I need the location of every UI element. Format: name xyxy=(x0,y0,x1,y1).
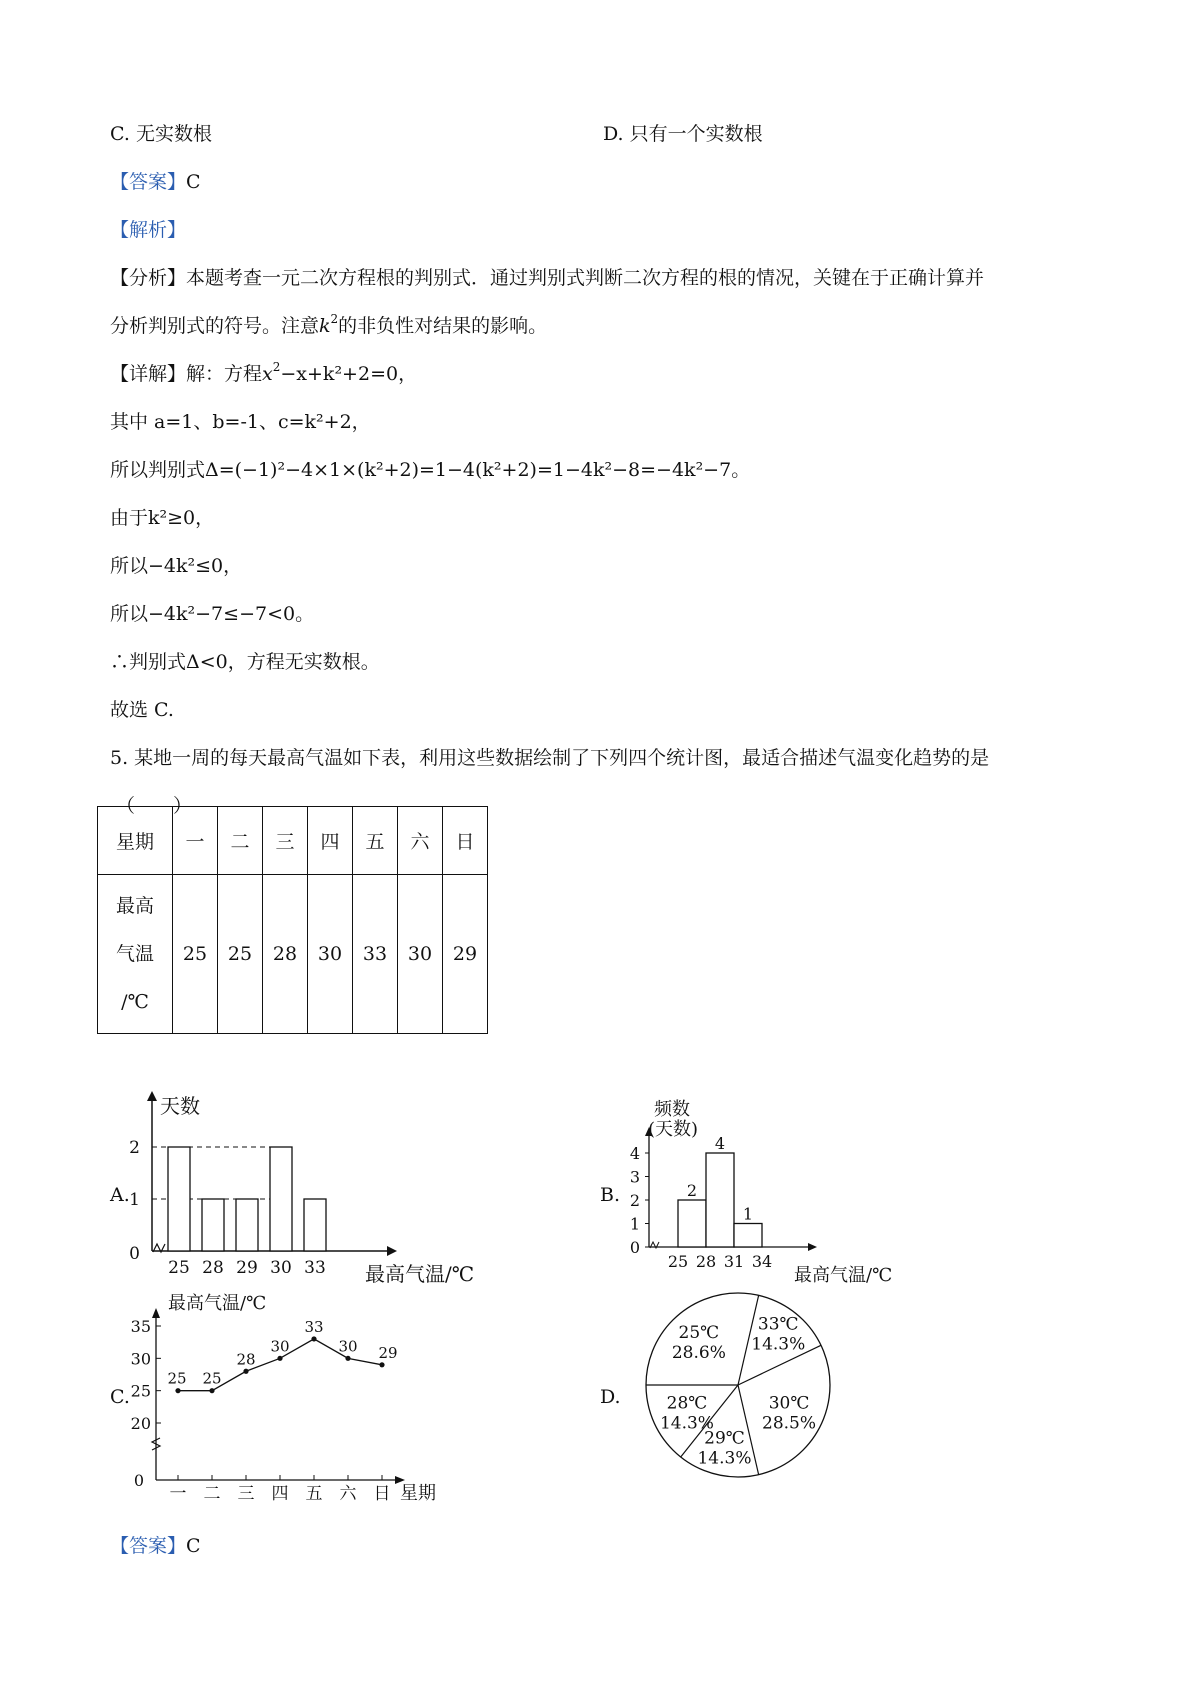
data-label: 29 xyxy=(378,1343,398,1362)
table-header-row xyxy=(98,807,488,875)
pie-slice-label: 25℃ xyxy=(678,1322,720,1343)
coefficients-line: 其中 a=1、b=-1、c=k²+2， xyxy=(110,411,371,433)
so-line-2: 所以−4k²−7≤−7<0。 xyxy=(110,603,315,625)
table-temp: 30 xyxy=(398,875,443,1034)
data-point xyxy=(209,1388,214,1393)
y-axis-arrow xyxy=(152,1308,160,1318)
chart-a xyxy=(100,1085,520,1285)
data-label: 33 xyxy=(304,1317,324,1336)
bar xyxy=(202,1199,224,1251)
y-tick-label: 2 xyxy=(629,1191,640,1210)
fenxi-text-b: 的非负性对结果的影响。 xyxy=(338,315,548,337)
data-label: 30 xyxy=(338,1337,358,1356)
y-tick-label: 30 xyxy=(130,1349,151,1369)
x-tick-label: 29 xyxy=(236,1258,258,1278)
y-tick-label: 4 xyxy=(629,1144,640,1163)
pie-slice-label: 29℃ xyxy=(704,1428,745,1449)
bar xyxy=(678,1200,706,1247)
pie-slice-label: 28℃ xyxy=(666,1393,708,1414)
y-tick-label: 1 xyxy=(129,1190,140,1210)
x-tick-label: 四 xyxy=(271,1484,289,1504)
x-tick-label: 33 xyxy=(304,1258,326,1278)
x-tick-label: 六 xyxy=(339,1484,357,1504)
data-point xyxy=(243,1369,248,1374)
y-axis-label: 天数 xyxy=(160,1094,200,1118)
fenxi-text-a: 分析判别式的符号。注意 xyxy=(110,315,320,337)
pie-slice-percent: 28.5% xyxy=(762,1413,817,1434)
option-d: D. 只有一个实数根 xyxy=(603,123,763,145)
detail-label: 【详解】解：方程 xyxy=(110,363,263,385)
y-axis-label-unit: (天数) xyxy=(648,1119,699,1140)
x-axis-label: 最高气温/℃ xyxy=(794,1265,893,1285)
pie-slice-percent: 14.3% xyxy=(659,1413,714,1434)
y-tick-label: 35 xyxy=(130,1317,151,1336)
data-point xyxy=(277,1356,282,1361)
y-axis-label: 最高气温/℃ xyxy=(168,1293,267,1314)
table-day: 三 xyxy=(263,807,308,875)
x-tick-label: 28 xyxy=(695,1252,717,1271)
since-line: 由于k²≥0， xyxy=(110,507,215,529)
data-label: 25 xyxy=(167,1369,187,1388)
fenxi-line-2: 分析判别式的符号。注意$k^2$的非负性对结果的影响。 xyxy=(110,311,548,337)
option-b-label: B. xyxy=(600,1184,621,1206)
answer-label: 【答案】 xyxy=(110,171,187,193)
pie-slice-percent: 28.6% xyxy=(671,1342,726,1363)
table-day: 一 xyxy=(173,807,218,875)
data-point xyxy=(379,1362,384,1367)
x-tick-label: 三 xyxy=(237,1484,255,1504)
therefore-line: ∴判别式Δ<0，方程无实数根。 xyxy=(110,651,380,673)
table-header-label: 星期 xyxy=(98,807,173,875)
bar xyxy=(236,1199,258,1251)
y-axis-label: 频数 xyxy=(654,1099,690,1120)
table-temp: 33 xyxy=(353,875,398,1034)
table-temp-row xyxy=(98,875,488,1034)
data-label: 2 xyxy=(686,1181,698,1200)
y-tick-label: 20 xyxy=(130,1414,151,1433)
y-tick-label: 0 xyxy=(129,1244,140,1264)
x-tick-label: 五 xyxy=(305,1484,323,1504)
data-label: 4 xyxy=(714,1134,726,1153)
table-day: 六 xyxy=(398,807,443,875)
table-temp: 30 xyxy=(308,875,353,1034)
q5-stem: 5. 某地一周的每天最高气温如下表，利用这些数据绘制了下列四个统计图，最适合描述气温变化趋势的是 xyxy=(110,747,990,769)
y-tick-label: 1 xyxy=(629,1214,640,1234)
chart-b xyxy=(600,1085,930,1285)
answer-line-q5 xyxy=(110,1534,201,1558)
bar xyxy=(168,1147,190,1251)
x-tick-label: 一 xyxy=(169,1484,187,1504)
y-tick-label: 0 xyxy=(629,1238,640,1257)
table-temp: 28 xyxy=(263,875,308,1034)
x-tick-label: 25 xyxy=(667,1252,689,1271)
bar xyxy=(734,1224,762,1248)
y-tick-label: 3 xyxy=(629,1167,640,1187)
data-label: 1 xyxy=(742,1204,754,1224)
equation: −x+k²+2=0， xyxy=(280,363,418,385)
x-tick-label: 28 xyxy=(202,1258,224,1278)
axis-break-mark xyxy=(152,1438,160,1450)
answer-line-q4 xyxy=(110,170,201,194)
data-point xyxy=(311,1336,316,1341)
table-temp: 25 xyxy=(218,875,263,1034)
detail-line: 【详解】解：方程$x^2-x+k^2+2=0$， xyxy=(110,359,418,385)
data-label: 30 xyxy=(270,1337,290,1356)
data-point xyxy=(345,1356,350,1361)
choose-line: 故选 C. xyxy=(110,699,174,721)
answer-label: 【答案】 xyxy=(110,1535,187,1557)
option-a-label: A. xyxy=(110,1184,130,1206)
pie-slice-percent: 14.3% xyxy=(751,1334,806,1355)
option-c-label: C. xyxy=(110,1386,130,1408)
table-day: 四 xyxy=(308,807,353,875)
y-axis-arrow xyxy=(147,1091,157,1101)
y-tick-label: 2 xyxy=(129,1138,140,1158)
bar xyxy=(270,1147,292,1251)
table-day: 二 xyxy=(218,807,263,875)
table-day: 五 xyxy=(353,807,398,875)
bar xyxy=(706,1153,734,1247)
chart-c xyxy=(100,1290,480,1505)
answer-value: C xyxy=(186,1535,201,1557)
table-row-label: 最高 气温 /℃ xyxy=(98,875,173,1034)
discriminant-line: 所以判别式Δ=(−1)²−4×1×(k²+2)=1−4(k²+2)=1−4k²−8=−4k²−7。 xyxy=(110,459,751,481)
x-tick-label: 25 xyxy=(168,1258,190,1278)
option-d-label: D. xyxy=(600,1386,621,1408)
x-axis-label: 最高气温/℃ xyxy=(365,1262,475,1285)
fenxi-line-1: 【分析】本题考查一元二次方程根的判别式．通过判别式判断二次方程的根的情况，关键在于正确计算并 xyxy=(110,267,985,289)
so-line-1: 所以−4k²≤0， xyxy=(110,555,243,577)
table-temp: 29 xyxy=(443,875,488,1034)
data-point xyxy=(175,1388,180,1393)
chart-d xyxy=(600,1290,860,1505)
data-label: 25 xyxy=(202,1369,222,1388)
q5-paren: （ ） xyxy=(116,795,193,817)
table-day: 日 xyxy=(443,807,488,875)
analysis-label: 【解析】 xyxy=(110,219,187,241)
origin-label: 0 xyxy=(133,1471,144,1490)
temperature-table xyxy=(97,806,488,1034)
x-tick-label: 二 xyxy=(203,1484,221,1504)
x-axis-arrow xyxy=(387,1246,397,1256)
bar xyxy=(304,1199,326,1251)
pie-slice-label: 30℃ xyxy=(768,1393,810,1414)
answer-value: C xyxy=(186,171,201,193)
pie-slice-label: 33℃ xyxy=(757,1314,799,1335)
x-axis-arrow xyxy=(808,1243,817,1251)
x-tick-label: 日 xyxy=(373,1484,391,1504)
pie-slice-percent: 14.3% xyxy=(697,1448,752,1469)
x-tick-label: 30 xyxy=(270,1258,292,1278)
option-c: C. 无实数根 xyxy=(110,123,212,145)
x-axis-label: 星期 xyxy=(400,1483,436,1504)
x-tick-label: 31 xyxy=(723,1252,745,1271)
table-temp: 25 xyxy=(173,875,218,1034)
data-label: 28 xyxy=(236,1350,256,1369)
y-tick-label: 25 xyxy=(130,1381,151,1401)
x-tick-label: 34 xyxy=(751,1252,773,1271)
